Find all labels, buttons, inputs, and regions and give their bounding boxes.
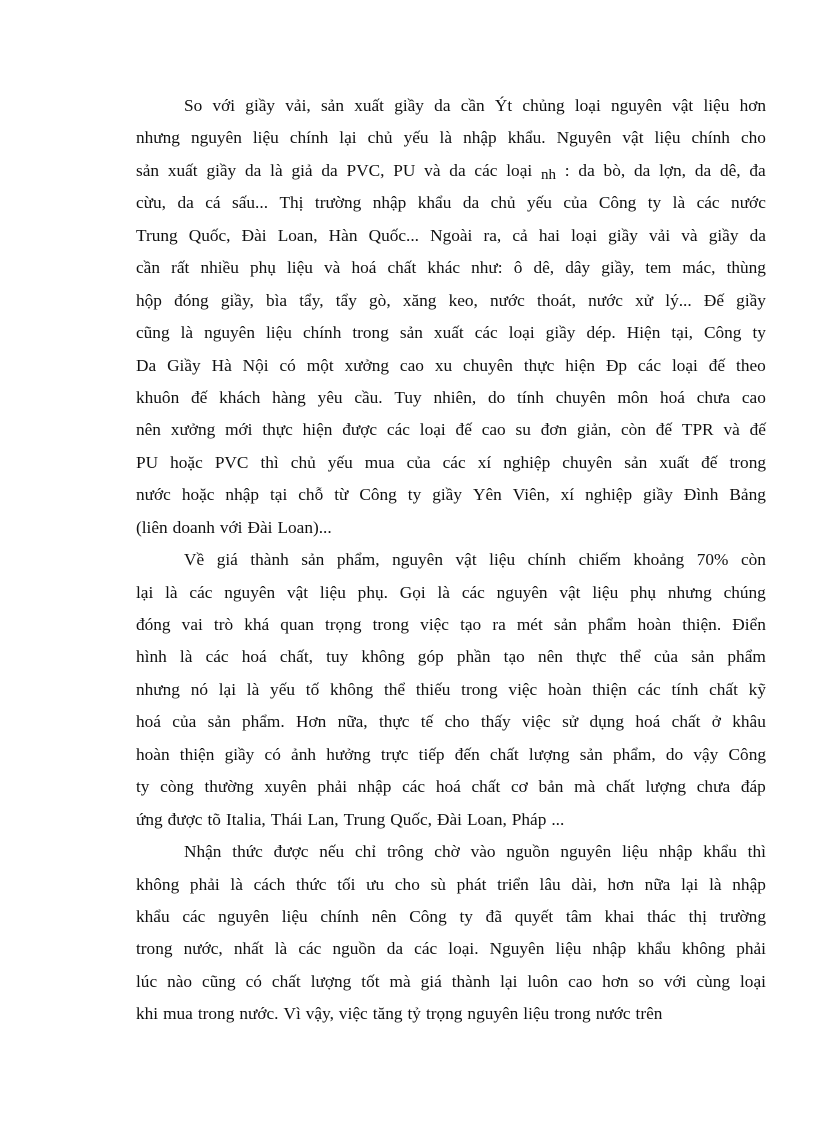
text-line: đóng vai trò khá quan trọng trong việc tạo ra mét sản phẩm hoàn thiện. Điển [136, 615, 766, 634]
text-line: cũng là nguyên liệu chính trong sản xuất các loại giầy dép. Hiện tại, Công ty [136, 323, 766, 343]
text-line: nhưng nó lại là yếu tố không thể thiếu trong việc hoàn thiện các tính chất kỹ [136, 679, 766, 699]
text-line: PU hoặc PVC thì chủ yếu mua của các xí nghiệp chuyên sản xuất đế trong [136, 452, 766, 472]
text-line: khi mua trong nước. Vì vậy, việc tăng tỷ trọng nguyên liệu trong nước trên [136, 1004, 663, 1024]
text-line: Về giá thành sản phẩm, nguyên vật liệu chính chiếm khoảng 70% còn [184, 550, 766, 570]
text-line: trong nước, nhất là các nguồn da các loại. Nguyên liệu nhập khẩu không phải [136, 939, 766, 959]
text-line: khẩu các nguyên liệu chính nên Công ty đã quyết tâm khai thác thị trường [136, 906, 766, 926]
text-line: hình là các hoá chất, tuy không góp phần tạo nên thực thể của sản phẩm [136, 647, 766, 667]
text-line: khuôn đế khách hàng yêu cầu. Tuy nhiên, do tính chuyên môn hoá chưa cao [136, 387, 766, 407]
text-line: ứng được tõ Italia, Thái Lan, Trung Quốc, Đài Loan, Pháp ... [136, 809, 565, 829]
text-line: ty còng thường xuyên phải nhập các hoá chất cơ bản mà chất lượng chưa đáp [136, 777, 766, 797]
text-line: cần rất nhiều phụ liệu và hoá chất khác như: ô dê, dây giầy, tem mác, thùng [136, 258, 766, 278]
text-line: không phải là cách thức tối ưu cho sù phát triển lâu dài, hơn nữa lại là nhập [136, 874, 766, 894]
text-line: lại là các nguyên vật liệu phụ. Gọi là các nguyên vật liệu phụ nhưng chúng [136, 582, 766, 602]
text-line: Nhận thức được nếu chỉ trông chờ vào nguồn nguyên liệu nhập khẩu thì [184, 842, 766, 862]
text-line: hộp đóng giầy, bìa tẩy, tẩy gò, xăng keo, nước thoát, nước xử lý... Đế giầy [136, 290, 766, 310]
text-line: (liên doanh với Đài Loan)... [136, 517, 332, 537]
text-line: nên xưởng mới thực hiện được các loại đế cao su đơn giản, còn đế TPR và đế [136, 420, 766, 440]
text-line: So với giầy vải, sản xuất giầy da cần Ýt chủng loại nguyên vật liệu hơn [184, 96, 766, 115]
body-text [136, 90, 766, 1031]
text-line: hoá của sản phẩm. Hơn nữa, thực tế cho thấy việc sử dụng hoá chất ở khâu [136, 712, 766, 732]
text-line: sản xuất giầy da là giả da PVC, PU và da các loại nh : da bò, da lợn, da dê, đa [136, 160, 766, 183]
text-line: cừu, da cá sấu... Thị trường nhập khẩu da chủ yếu của Công ty là các nước [136, 193, 766, 213]
text-line: Da Giầy Hà Nội có một xưởng cao xu chuyên thực hiện Đp các loại đế theo [136, 355, 766, 375]
text-line: nước hoặc nhập tại chỗ từ Công ty giầy Yên Viên, xí nghiệp giầy Đình Bảng [136, 485, 766, 505]
text-line: nhưng nguyên liệu chính lại chủ yếu là nhập khẩu. Nguyên vật liệu chính cho [136, 128, 766, 148]
text-line: lúc nào cũng có chất lượng tốt mà giá thành lại luôn cao hơn so với cùng loại [136, 971, 766, 991]
text-line: hoàn thiện giầy có ảnh hưởng trực tiếp đến chất lượng sản phẩm, do vậy Công [136, 744, 766, 764]
text-line: Trung Quốc, Đài Loan, Hàn Quốc... Ngoài ra, cả hai loại giầy vải và giầy da [136, 225, 766, 245]
